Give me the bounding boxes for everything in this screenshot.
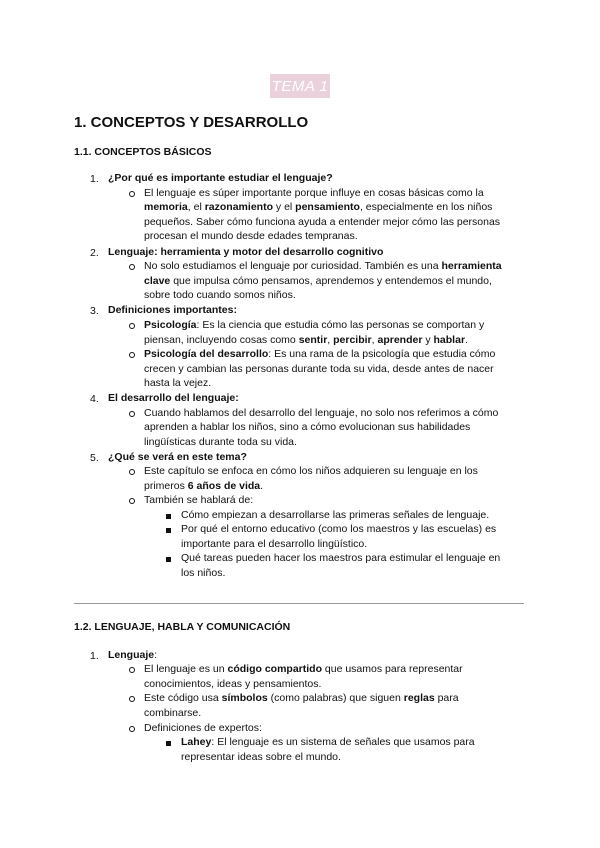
- paragraph-line: aprenden a hablar los niños, sino a cómo evolucionan sus habilidades: [144, 421, 471, 433]
- list-number: 1.: [90, 650, 99, 662]
- list-number: 5.: [90, 452, 99, 464]
- circle-bullet-icon: [129, 264, 135, 270]
- square-bullet-icon: [166, 741, 171, 746]
- list-item-title: Lenguaje:: [108, 649, 158, 661]
- paragraph-line: No solo estudiamos el lenguaje por curiosidad. También es una herramienta: [144, 260, 502, 272]
- paragraph-line: conocimientos, ideas y pensamientos.: [144, 678, 322, 690]
- paragraph-line: Definiciones de expertos:: [144, 722, 262, 734]
- circle-bullet-icon: [129, 411, 135, 417]
- horizontal-divider: [74, 603, 524, 604]
- square-bullet-icon: [166, 557, 171, 562]
- tema-badge-text: TEMA 1: [271, 77, 329, 95]
- paragraph-line: Lahey: El lenguaje es un sistema de señales que usamos para: [181, 736, 475, 748]
- paragraph-line: piensan, incluyendo cosas como sentir, percibir, aprender y hablar.: [144, 334, 468, 346]
- paragraph-line: sobre todo cuando somos niños.: [144, 289, 296, 301]
- paragraph-line: El lenguaje es un código compartido que usamos para representar: [144, 663, 463, 675]
- paragraph-line: Psicología: Es la ciencia que estudia cómo las personas se comportan y: [144, 319, 485, 331]
- main-title: 1. CONCEPTOS Y DESARROLLO: [74, 114, 309, 131]
- paragraph-line: El lenguaje es súper importante porque influye en cosas básicas como la: [144, 187, 484, 199]
- circle-bullet-icon: [129, 191, 135, 197]
- paragraph-line: memoria, el razonamiento y el pensamiento, especialmente en los niños: [144, 201, 493, 213]
- list-item-title: ¿Por qué es importante estudiar el lenguaje?: [108, 172, 333, 184]
- paragraph-line: representar ideas sobre el mundo.: [181, 751, 341, 763]
- list-number: 3.: [90, 305, 99, 317]
- list-item-title: Definiciones importantes:: [108, 304, 237, 316]
- paragraph-line: Cuando hablamos del desarrollo del lenguaje, no solo nos referimos a cómo: [144, 407, 499, 419]
- paragraph-line: lingüísticas durante toda su vida.: [144, 436, 297, 448]
- circle-bullet-icon: [129, 696, 135, 702]
- paragraph-line: Cómo empiezan a desarrollarse las primeras señales de lenguaje.: [181, 509, 490, 521]
- list-number: 2.: [90, 247, 99, 259]
- paragraph-line: Qué tareas pueden hacer los maestros para estimular el lenguaje en: [181, 552, 501, 564]
- circle-bullet-icon: [129, 498, 135, 504]
- circle-bullet-icon: [129, 323, 135, 329]
- list-number: 4.: [90, 393, 99, 405]
- paragraph-line: importante para el desarrollo lingüístico.: [181, 538, 368, 550]
- circle-bullet-icon: [129, 469, 135, 475]
- paragraph-line: Por qué el entorno educativo (como los maestros y las escuelas) es: [181, 523, 497, 535]
- paragraph-line: los niños.: [181, 567, 226, 579]
- circle-bullet-icon: [129, 726, 135, 732]
- paragraph-line: combinarse.: [144, 707, 202, 719]
- paragraph-line: crecen y cambian las personas durante toda su vida, desde antes de nacer: [144, 363, 494, 375]
- paragraph-line: Psicología del desarrollo: Es una rama de la psicología que estudia cómo: [144, 348, 496, 360]
- tema-badge: [270, 74, 330, 98]
- paragraph-line: hasta la vejez.: [144, 377, 212, 389]
- section-heading-1-1: 1.1. CONCEPTOS BÁSICOS: [74, 146, 212, 158]
- paragraph-line: procesan el mundo desde edades tempranas.: [144, 230, 358, 242]
- square-bullet-icon: [166, 528, 171, 533]
- circle-bullet-icon: [129, 352, 135, 358]
- list-item-title: Lenguaje: herramienta y motor del desarrollo cognitivo: [108, 246, 384, 258]
- circle-bullet-icon: [129, 667, 135, 673]
- list-item-title: ¿Qué se verá en este tema?: [108, 451, 247, 463]
- paragraph-line: También se hablará de:: [144, 494, 254, 506]
- list-item-title: El desarrollo del lenguaje:: [108, 392, 239, 404]
- square-bullet-icon: [166, 514, 171, 519]
- list-number: 1.: [90, 173, 99, 185]
- paragraph-line: primeros 6 años de vida.: [144, 480, 264, 492]
- paragraph-line: clave que impulsa cómo pensamos, aprendemos y entendemos el mundo,: [144, 275, 492, 287]
- section-heading-1-2: 1.2. LENGUAJE, HABLA Y COMUNICACIÓN: [74, 621, 291, 633]
- paragraph-line: Este código usa símbolos (como palabras) que siguen reglas para: [144, 692, 459, 704]
- paragraph-line: Este capítulo se enfoca en cómo los niños adquieren su lenguaje en los: [144, 465, 478, 477]
- paragraph-line: pequeños. Saber cómo funciona ayuda a entender mejor cómo las personas: [144, 216, 501, 228]
